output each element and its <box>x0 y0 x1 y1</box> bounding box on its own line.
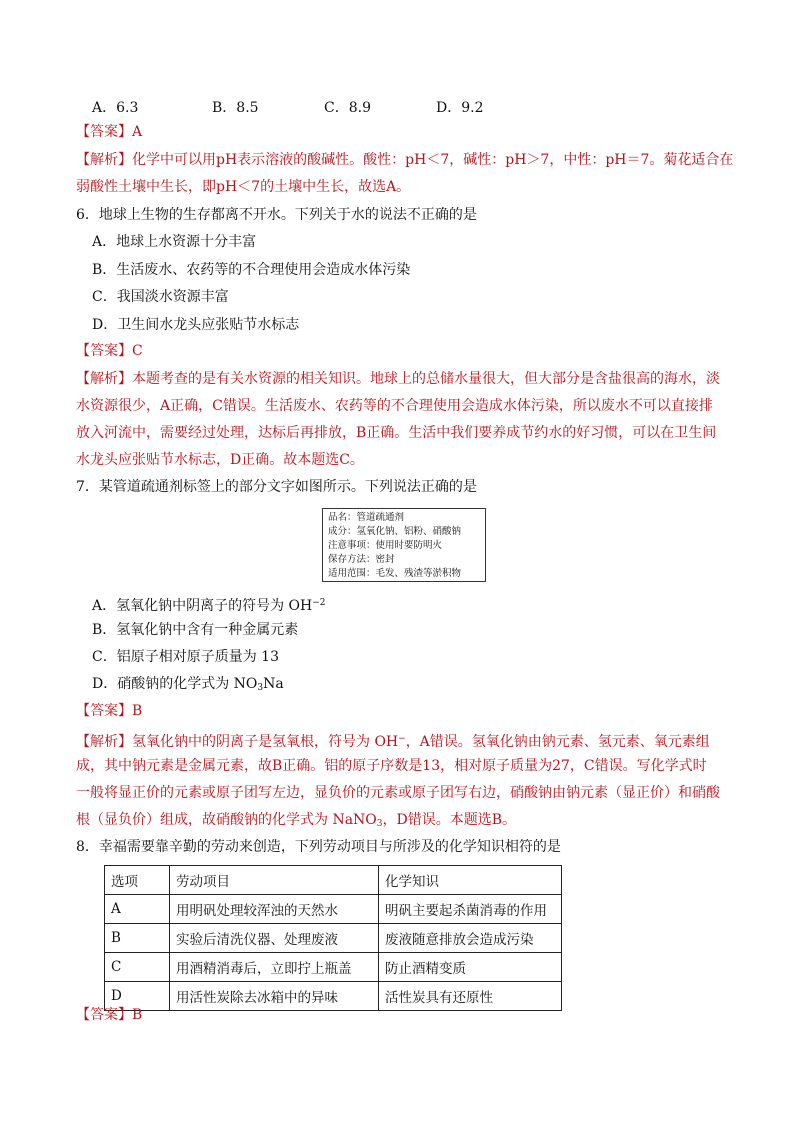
label-line-precautions: 注意事项：使用时要防明火 <box>328 540 443 551</box>
q7-stem: 7．某管道疏通剂标签上的部分文字如图所示。下列说法正确的是 <box>76 479 477 495</box>
option-text: D．硝酸钠的化学式为 NO <box>92 676 258 692</box>
cell-option: B <box>105 924 170 953</box>
answer-tag: 【答案】 <box>76 703 132 719</box>
formula-subscript: 3 <box>257 683 264 693</box>
charge-superscript: − <box>398 734 406 744</box>
option-text: A．氢氧化钠中阴离子的符号为 OH <box>92 598 313 614</box>
answer-value: B <box>132 1007 143 1023</box>
q6-analysis-line-2: 水资源很少，A正确，C错误。生活废水、农药等的不合理使用会造成水体污染，所以废水不可以直接排 <box>76 398 713 414</box>
answer-tag: 【答案】 <box>76 343 132 359</box>
header-chem-knowledge: 化学知识 <box>379 866 562 895</box>
cell-chem-knowledge: 防止酒精变质 <box>379 953 562 982</box>
q7-analysis-line-2: 成，其中钠元素是金属元素，故B正确。铝的原子序数是13，相对原子质量为27，C错误。写化学式时 <box>76 758 707 774</box>
answer-value: C <box>132 343 143 359</box>
q5-option-b: B．8.5 <box>212 100 259 116</box>
cell-labor-item: 用明矾处理较浑浊的天然水 <box>170 895 379 924</box>
answer-value: A <box>132 124 143 140</box>
header-labor-item: 劳动项目 <box>170 866 379 895</box>
cell-option: C <box>105 953 170 982</box>
label-line-scope: 适用范围：毛发、残渣等淤积物 <box>328 568 462 579</box>
charge-superscript: −2 <box>312 598 326 608</box>
analysis-text: 本题考查的是有关水资源的相关知识。地球上的总储水量很大，但大部分是含盐很高的海水，淡 <box>132 371 720 387</box>
cell-labor-item: 用酒精消毒后，立即拧上瓶盖 <box>170 953 379 982</box>
q7-option-a <box>92 594 742 615</box>
q5-option-c: C．8.9 <box>324 100 371 116</box>
analysis-text: 化学中可以用pH表示溶液的酸碱性。酸性：pH＜7，碱性：pH＞7，中性：pH＝7。菊花适合在 <box>132 152 734 168</box>
q6-option-d: D．卫生间水龙头应张贴节水标志 <box>92 317 300 333</box>
q6-option-c: C．我国淡水资源丰富 <box>92 289 229 305</box>
analysis-text: 氢氧化钠中的阴离子是氢氧根，符号为 OH <box>132 734 399 750</box>
cell-option: A <box>105 895 170 924</box>
q8-stem: 8．幸福需要靠辛勤的劳动来创造，下列劳动项目与所涉及的化学知识相符的是 <box>76 839 561 855</box>
analysis-text-end: ，D错误。本题选B。 <box>382 812 517 828</box>
q7-answer <box>76 702 726 720</box>
q6-option-a: A．地球上水资源十分丰富 <box>92 234 257 250</box>
cell-option: D <box>105 982 170 1011</box>
cell-chem-knowledge: 废液随意排放会造成污染 <box>379 924 562 953</box>
table-row <box>105 895 562 924</box>
header-option: 选项 <box>105 866 170 895</box>
formula-subscript: 3 <box>376 819 383 829</box>
analysis-tag: 【解析】 <box>76 371 132 387</box>
answer-tag: 【答案】 <box>76 124 132 140</box>
q6-analysis-line-1 <box>76 370 726 388</box>
q6-analysis-line-3: 放入河流中，需要经过处理，达标后再排放，B正确。生活中我们要养成节约水的好习惯，可以在卫生间 <box>76 425 717 441</box>
q5-options <box>92 97 572 117</box>
q7-option-c: C．铝原子相对原子质量为 13 <box>92 649 279 665</box>
q6-stem: 6．地球上生物的生存都离不开水。下列关于水的说法不正确的是 <box>76 207 477 223</box>
cell-labor-item: 用活性炭除去冰箱中的异味 <box>170 982 379 1011</box>
cell-chem-knowledge: 活性炭具有还原性 <box>379 982 562 1011</box>
q7-option-d <box>92 675 742 697</box>
table-row <box>105 953 562 982</box>
q5-option-d: D．9.2 <box>436 100 484 116</box>
product-label-box <box>322 508 486 582</box>
q6-answer <box>76 342 726 360</box>
analysis-text: 根（显负价）组成，故硝酸钠的化学式为 NaNO <box>76 812 377 828</box>
q5-analysis-line-1 <box>76 151 734 169</box>
q8-answer <box>76 1006 726 1024</box>
cell-chem-knowledge: 明矾主要起杀菌消毒的作用 <box>379 895 562 924</box>
q7-analysis-line-4 <box>76 811 726 833</box>
answer-tag: 【答案】 <box>76 1007 132 1023</box>
q7-option-b: B．氢氧化钠中含有一种金属元素 <box>92 622 299 638</box>
label-line-name: 品名：管道疏通剂 <box>328 512 405 523</box>
table-row <box>105 924 562 953</box>
q8-table <box>104 865 562 1011</box>
q6-analysis-line-4: 水龙头应张贴节水标志，D正确。故本题选C。 <box>76 452 364 468</box>
label-line-storage: 保存方法：密封 <box>328 554 395 565</box>
q7-analysis-line-3: 一般将显正价的元素或原子团写左边，显负价的元素或原子团写右边，硝酸钠由钠元素（显正价）和硝酸 <box>76 785 720 801</box>
q5-analysis-line-2: 弱酸性土壤中生长，即pH＜7的土壤中生长，故选A。 <box>76 179 411 195</box>
table-header-row <box>105 866 562 895</box>
q5-option-a: A．6.3 <box>92 100 139 116</box>
q5-answer <box>76 123 726 141</box>
q6-option-b: B．生活废水、农药等的不合理使用会造成水体污染 <box>92 262 411 278</box>
option-text-end: Na <box>263 676 284 692</box>
analysis-text-end: ，A错误。氢氧化钠由钠元素、氢元素、氧元素组 <box>405 734 710 750</box>
answer-value: B <box>132 703 143 719</box>
label-line-ingredients: 成分：氢氧化钠、铝粉、硝酸钠 <box>328 526 462 537</box>
cell-labor-item: 实验后清洗仪器、处理废液 <box>170 924 379 953</box>
analysis-tag: 【解析】 <box>76 152 132 168</box>
q7-analysis-line-1 <box>76 730 726 751</box>
analysis-tag: 【解析】 <box>76 734 132 750</box>
